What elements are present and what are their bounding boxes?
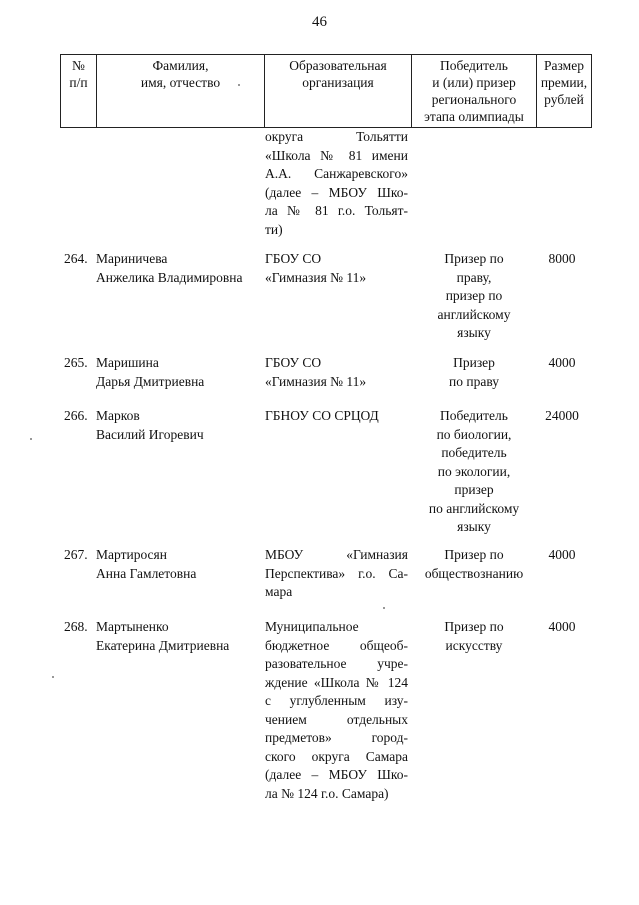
status-line: искусству — [445, 637, 503, 653]
name-line: Маришина — [96, 355, 159, 370]
row-name — [96, 250, 261, 287]
row-name — [96, 546, 261, 583]
header-num-line: № — [72, 58, 85, 73]
status-line: по английскому — [428, 500, 520, 516]
org-line: ла № 124 г.о. Самара) — [265, 785, 389, 801]
org-line: «Школа № 81 имени — [265, 147, 408, 163]
org-line: ского округа Самара — [265, 748, 408, 764]
org-line: ГБНОУ СО СРЦОД — [265, 408, 379, 423]
org-line: мара — [265, 584, 293, 599]
row-org — [265, 354, 408, 391]
status-line: английскому — [437, 306, 511, 322]
status-line: Призер по — [444, 547, 504, 562]
org-line: ти) — [265, 221, 283, 237]
org-line: МБОУ «Гимназия — [265, 547, 408, 562]
org-line: (далее – МБОУ Шко- — [265, 767, 408, 782]
header-status-line: регионального — [431, 92, 517, 107]
row-status — [412, 618, 536, 655]
name-line: Василий Игоревич — [96, 426, 204, 442]
header-prize-line: Размер — [544, 58, 584, 73]
org-line: ла № 81 г.о. Тольят- — [265, 203, 408, 218]
org-line: Перспектива» г.о. Са- — [265, 565, 408, 581]
org-line: «Гимназия № 11» — [265, 373, 367, 389]
header-prize-line: премии, — [540, 75, 588, 90]
row-status — [412, 250, 536, 343]
scan-speck — [238, 84, 240, 86]
header-name-line: имя, отчество — [140, 75, 221, 90]
row-number: 265. — [64, 355, 88, 370]
row-prize: 4000 — [548, 619, 576, 634]
header-org-line: организация — [302, 75, 374, 90]
table-header — [60, 54, 592, 128]
row-prize: 4000 — [548, 355, 576, 370]
page-number: 46 — [312, 14, 327, 30]
status-line: по экологии, — [437, 463, 511, 479]
name-line: Мариничева — [96, 251, 168, 266]
name-line: Мартыненко — [96, 619, 169, 634]
row-prize: 8000 — [548, 251, 576, 266]
scan-speck — [52, 676, 54, 678]
row-org — [265, 618, 408, 803]
name-line: Екатерина Дмитриевна — [96, 637, 230, 653]
header-org — [265, 55, 412, 127]
row-name — [96, 618, 261, 655]
header-status-line: Победитель — [440, 58, 508, 73]
status-line: Призер по — [444, 251, 504, 266]
header-org-line: Образовательная — [289, 58, 387, 73]
status-line: Призер — [453, 355, 495, 370]
org-line: округа Тольятти — [265, 129, 408, 144]
status-line: обществознанию — [424, 565, 524, 581]
scan-speck — [30, 438, 32, 440]
name-line: Дарья Дмитриевна — [96, 373, 205, 389]
status-line: по праву — [449, 373, 499, 389]
name-line: Мартиросян — [96, 547, 167, 562]
row-number: 267. — [64, 547, 88, 562]
header-status — [412, 55, 537, 127]
name-line: Марков — [96, 408, 140, 423]
org-line: ждение «Школа № 124 — [265, 674, 408, 690]
row-name — [96, 407, 261, 444]
status-line: языку — [457, 519, 491, 534]
row-org — [265, 546, 408, 602]
row-name — [96, 354, 261, 391]
name-line: Анна Гамлетовна — [96, 565, 197, 581]
org-line: с углубленным изу- — [265, 693, 408, 708]
org-line: ГБОУ СО — [265, 355, 322, 370]
row-status — [412, 407, 536, 537]
org-line: «Гимназия № 11» — [265, 269, 367, 285]
status-line: Победитель — [440, 408, 508, 423]
org-line: предметов» город- — [265, 730, 408, 745]
row-status — [412, 546, 536, 583]
continuation-org — [265, 128, 408, 239]
scan-speck — [383, 607, 385, 609]
header-status-line: этапа олимпиады — [424, 109, 524, 124]
row-number: 264. — [64, 251, 88, 266]
header-name — [97, 55, 265, 127]
org-line: ГБОУ СО — [265, 251, 322, 266]
header-status-line: и (или) призер — [432, 75, 516, 90]
row-status — [412, 354, 536, 391]
status-line: призер по — [445, 288, 503, 303]
header-prize — [537, 55, 591, 127]
row-org — [265, 250, 408, 287]
status-line: Призер по — [444, 619, 504, 634]
org-line: бюджетное общеоб- — [265, 637, 408, 653]
header-name-line: Фамилия, — [152, 58, 209, 73]
row-number: 268. — [64, 619, 88, 634]
status-line: победитель — [441, 445, 507, 460]
row-org — [265, 407, 408, 426]
org-line: разовательное учре- — [265, 656, 408, 671]
header-prize-line: рублей — [544, 92, 584, 107]
header-num-line: п/п — [69, 75, 88, 90]
status-line: языку — [457, 325, 491, 340]
org-line: (далее – МБОУ Шко- — [265, 184, 408, 200]
row-prize: 24000 — [545, 408, 579, 423]
row-prize: 4000 — [548, 547, 576, 562]
org-line: чением отдельных — [265, 711, 408, 727]
name-line: Анжелика Владимировна — [96, 269, 243, 285]
org-line: А.А. Санжаревского» — [265, 166, 408, 181]
status-line: праву, — [456, 269, 492, 285]
header-num — [61, 55, 97, 127]
row-number: 266. — [64, 408, 88, 423]
org-line: Муниципальное — [265, 619, 359, 634]
status-line: по биологии, — [436, 426, 512, 442]
status-line: призер — [454, 482, 494, 497]
